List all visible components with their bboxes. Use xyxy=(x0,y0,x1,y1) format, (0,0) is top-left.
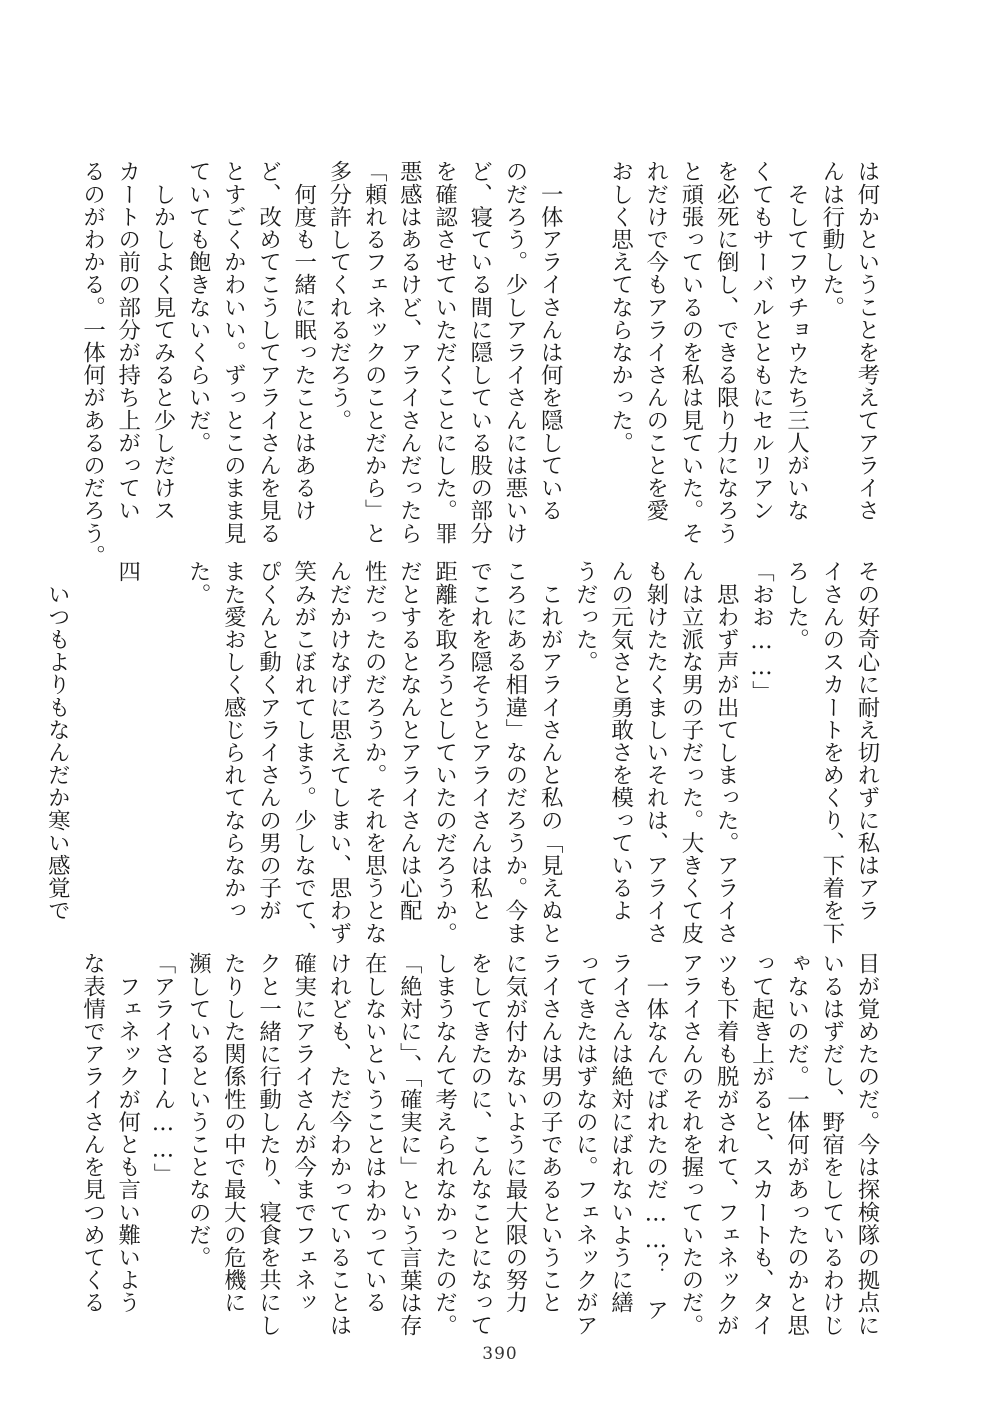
text-line: んだかけなげに思えてしまい、思わず xyxy=(325,560,352,945)
text-line: くてもサーバルとともにセルリアン xyxy=(748,160,775,522)
text-line: ど、寝ている間に隠している股の部分 xyxy=(466,160,493,545)
text-tier-middle xyxy=(44,560,884,945)
text-line: と頑張っているのを私は見ていた。そ xyxy=(677,160,704,545)
text-line: けれども、ただ今わかっていることは xyxy=(325,952,352,1337)
text-line: 「頼れるフェネックのことだから」と xyxy=(361,160,388,545)
text-line: これがアライさんと私の「見えぬと xyxy=(537,560,564,945)
text-line: ライさんは男の子であるということ xyxy=(537,952,564,1314)
text-line: また愛おしく感じられてならなかっ xyxy=(220,560,247,922)
text-line: 「アライさーん……」 xyxy=(149,952,176,1186)
text-line: クと一緒に行動したり、寝食を共にし xyxy=(255,952,282,1337)
text-line: おしく思えてならなかった。 xyxy=(607,160,634,454)
text-line: たりした関係性の中で最大の危機に xyxy=(220,952,247,1314)
text-line: アライさんのそれを握っていたのだ。 xyxy=(677,952,704,1337)
text-line: しかしよく見てみると少しだけス xyxy=(149,160,176,522)
text-line: 距離を取ろうとしていたのだろうか。 xyxy=(431,560,458,945)
text-line: た。 xyxy=(185,560,212,606)
text-line: でこれを隠そうとアライさんは私と xyxy=(466,560,493,922)
text-line: を確認させていただくことにした。罪 xyxy=(431,160,458,545)
text-line: とすごくかわいい。ずっとこのまま見 xyxy=(220,160,247,545)
text-line: 確実にアライさんが今までフェネッ xyxy=(290,952,317,1314)
text-line: 性だったのだろうか。それを思うとな xyxy=(361,560,388,945)
text-line: そしてフウチョウたち三人がいな xyxy=(783,160,810,522)
text-line xyxy=(74,560,109,880)
text-line: って起き上がると、スカートも、タイ xyxy=(748,952,775,1337)
text-line: 思わず声が出てしまった。アライさ xyxy=(713,560,740,945)
text-line: 目が覚めたのだ。今は探検隊の拠点に xyxy=(854,952,880,1337)
text-line: ライさんは絶対にばれないように繕 xyxy=(607,952,634,1314)
text-line: ど、改めてこうしてアライさんを見る xyxy=(255,160,282,545)
text-line: に気が付かないように最大限の努力 xyxy=(501,952,528,1314)
text-line: フェネックが何とも言い難いよう xyxy=(114,952,141,1314)
text-line: のだろう。少しアライさんには悪いけ xyxy=(501,160,528,545)
text-line xyxy=(567,160,602,520)
text-tier-bottom xyxy=(79,952,884,1337)
text-line: その好奇心に耐え切れずに私はアラ xyxy=(854,560,880,922)
text-line: んは立派な男の子だった。大きくて皮 xyxy=(677,560,704,945)
text-line: カートの前の部分が持ち上がってい xyxy=(114,160,141,522)
text-line: るのがわかる。一体何があるのだろう。 xyxy=(79,160,106,567)
text-tier-top xyxy=(79,160,884,567)
text-line: んは行動した。 xyxy=(818,160,845,319)
text-line: だとするとなんとアライさんは心配 xyxy=(396,560,423,922)
text-line: 「絶対に」、「確実に」という言葉は存 xyxy=(396,952,423,1337)
text-line: ってきたはずなのに。フェネックがア xyxy=(572,952,599,1337)
page-number: 390 xyxy=(482,1344,518,1364)
text-line: 四 xyxy=(114,560,141,583)
text-line: イさんのスカートをめくり、下着を下 xyxy=(818,560,845,945)
text-line: ぴくんと動くアライさんの男の子が xyxy=(255,560,282,922)
text-line: ろした。 xyxy=(783,560,810,651)
text-line: を必死に倒し、できる限り力になろう xyxy=(713,160,740,545)
text-line: 多分許してくれるだろう。 xyxy=(325,160,352,432)
text-line: ていても飽きないくらいだ。 xyxy=(185,160,212,454)
text-line: 在しないということはわかっている xyxy=(361,952,388,1314)
text-line: んの元気さと勇敢さを模っているよ xyxy=(607,560,634,922)
text-line: しまうなんて考えられなかったのだ。 xyxy=(431,952,458,1337)
text-line: 一体アライさんは何を隠している xyxy=(537,160,564,522)
text-line: も剝けたたくましいそれは、アライさ xyxy=(642,560,669,945)
text-line: ゃないのだ。一体何があったのかと思 xyxy=(783,952,810,1337)
text-line: れだけで今もアライさんのことを愛 xyxy=(642,160,669,522)
text-line: 笑みがこぼれてしまう。少しなでて、 xyxy=(290,560,317,945)
text-line: をしてきたのに、こんなことになって xyxy=(466,952,493,1337)
text-line: ツも下着も脱がされて、フェネックが xyxy=(713,952,740,1337)
text-line: ころにある相違」なのだろうか。今ま xyxy=(501,560,528,945)
text-line xyxy=(145,560,180,880)
text-line: な表情でアライさんを見つめてくる xyxy=(79,952,106,1314)
text-line: いるはずだし、野宿をしているわけじ xyxy=(818,952,845,1337)
text-line: 悪感はあるけど、アライさんだったら xyxy=(396,160,423,545)
text-line: 何度も一緒に眠ったことはあるけ xyxy=(290,160,317,522)
text-line: 「おお……」 xyxy=(748,560,775,703)
text-line: は何かということを考えてアライさ xyxy=(854,160,880,522)
text-line: 一体なんでばれたのだ……？ ア xyxy=(642,952,669,1321)
text-line: いつもよりもなんだか寒い感覚で xyxy=(44,560,71,922)
text-line: うだった。 xyxy=(572,560,599,673)
text-line: 瀕しているということなのだ。 xyxy=(185,952,212,1269)
